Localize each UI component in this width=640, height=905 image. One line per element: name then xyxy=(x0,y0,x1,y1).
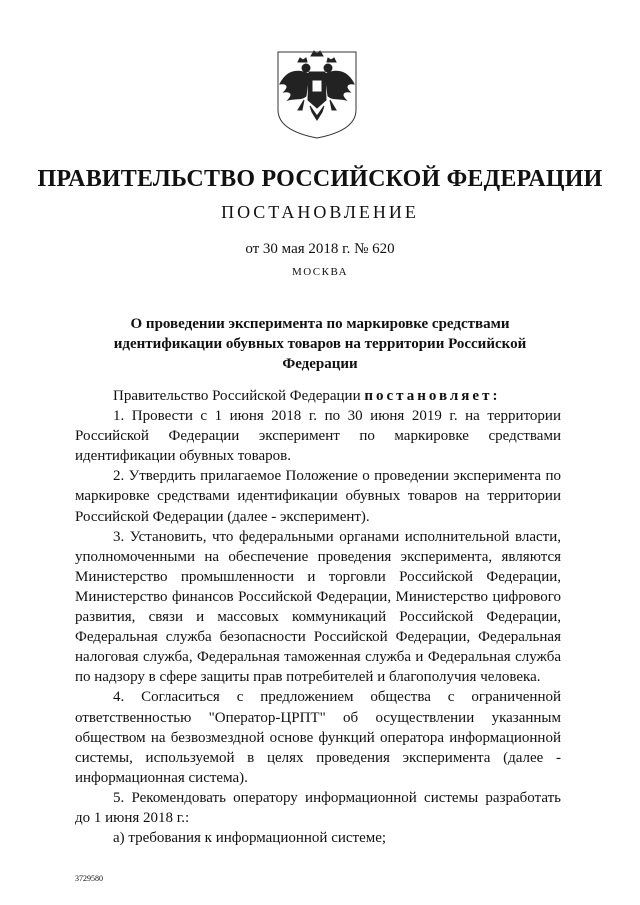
government-title: ПРАВИТЕЛЬСТВО РОССИЙСКОЙ ФЕДЕРАЦИИ xyxy=(37,166,603,192)
document-type: ПОСТАНОВЛЕНИЕ xyxy=(221,202,419,222)
document-number-footer: 3729580 xyxy=(75,874,103,883)
document-subject: О проведении эксперимента по маркировке средствами идентификации обувных товаров на территории Российской Федерации xyxy=(113,316,527,372)
paragraph-3: 3. Установить, что федеральными органами исполнительной власти, уполномоченными на обеспечение проведения эксперимента, являются Министерство промышленности и торговли Российской Федерации, Министерство финансов Российской Федерации, Министерство цифрового развития, связи и массовых коммуникаций Российской Федерации, Федеральная служба безопасности Российской Федерации, Федеральная налоговая служба, Федеральная таможенная служба и Федеральная служба по надзору в сфере защиты прав потребителей и благополучия человека. xyxy=(75,528,561,686)
paragraph-2: 2. Утвердить прилагаемое Положение о проведении эксперимента по маркировке средствами идентификации обувных товаров на территории Российской Федерации (далее - эксперимент). xyxy=(75,468,561,525)
document-date-number: от 30 мая 2018 г. № 620 xyxy=(245,241,395,257)
coat-of-arms-emblem xyxy=(276,50,358,140)
paragraph-5: 5. Рекомендовать оператору информационной системы разработать до 1 июня 2018 г.: xyxy=(75,789,561,826)
paragraph-5a: а) требования к информационной системе; xyxy=(113,830,387,847)
paragraph-1: 1. Провести с 1 июня 2018 г. по 30 июня 2019 г. на территории Российской Федерации эксперимент по маркировке средствами идентификации обувных товаров. xyxy=(75,408,561,465)
document-body xyxy=(75,386,561,848)
intro-paragraph xyxy=(75,386,561,406)
intro-verb: постановляет: xyxy=(364,388,501,404)
intro-prefix: Правительство Российской Федерации xyxy=(113,388,365,404)
document-city: МОСКВА xyxy=(291,266,349,278)
paragraph-4: 4. Согласиться с предложением общества с ограниченной ответственностью "Оператор-ЦРПТ" об осуществлении указанным обществом на безвозмездной основе функций оператора информационной системы, используемой в целях проведения эксперимента (далее - информационная система). xyxy=(75,689,561,786)
